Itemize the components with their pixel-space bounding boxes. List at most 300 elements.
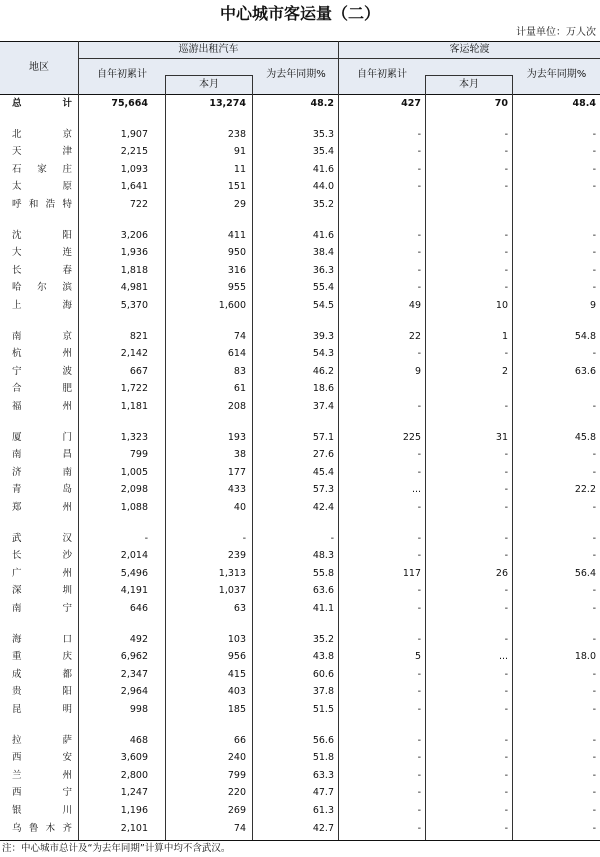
table-row	[0, 530, 600, 547]
table-cell: 35.4	[312, 146, 334, 158]
table-row	[0, 363, 600, 380]
table-cell: 799	[129, 449, 148, 461]
table-cell: 955	[227, 282, 246, 294]
table-cell: 63	[233, 603, 246, 614]
table-cell: 43.8	[312, 651, 334, 663]
table-cell: -	[417, 181, 421, 193]
table-cell: 22	[408, 330, 421, 342]
table-cell: 74	[233, 822, 246, 834]
table-cell: 36.3	[312, 264, 334, 276]
table-cell: 1,196	[120, 805, 148, 816]
table-cell: 956	[227, 651, 246, 663]
table-row	[0, 143, 600, 160]
header-ferry-yoy: 为去年同期%	[526, 69, 587, 80]
table-cell: 70	[494, 98, 508, 109]
table-cell: 41.6	[312, 229, 334, 241]
table-cell: -	[417, 532, 421, 544]
table-cell: 998	[129, 704, 148, 715]
table-cell: -	[504, 787, 508, 799]
table-cell: -	[592, 686, 596, 698]
city-name: 大 连	[12, 247, 72, 259]
table-cell: 42.7	[312, 822, 334, 834]
table-cell: 1,181	[120, 401, 148, 412]
table-cell: 48.2	[310, 98, 334, 109]
table-row	[0, 464, 600, 481]
table-cell: -	[504, 668, 508, 680]
table-cell: 60.6	[312, 668, 334, 680]
table-cell: 151	[227, 181, 246, 193]
table-cell: 5,370	[120, 300, 148, 311]
table-cell: 47.7	[312, 787, 334, 799]
table-row	[0, 701, 600, 718]
city-name: 合 肥	[12, 383, 72, 395]
table-cell: 5,496	[120, 567, 148, 579]
table-cell: 91	[233, 146, 246, 158]
table-cell: 799	[227, 769, 246, 781]
table-cell: 1,936	[120, 247, 148, 259]
table-cell: -	[417, 822, 421, 834]
table-cell: 57.3	[312, 484, 334, 496]
table-cell: 220	[227, 787, 246, 799]
table-cell: 63.3	[312, 769, 334, 781]
city-name: 长 春	[12, 264, 72, 276]
table-cell: 3,206	[120, 229, 148, 241]
table-cell: -	[592, 348, 596, 360]
table-cell: 51.5	[312, 704, 334, 715]
table-cell: -	[592, 128, 596, 140]
table-cell: -	[592, 163, 596, 175]
table-cell: 37.8	[312, 686, 334, 698]
table-cell: -	[417, 550, 421, 562]
table-cell: 54.5	[312, 300, 334, 311]
city-name: 兰 州	[12, 769, 72, 781]
table-cell: -	[330, 532, 334, 544]
table-cell: -	[504, 163, 508, 175]
table-cell: 35.3	[312, 128, 334, 140]
table-cell: 2,215	[120, 146, 148, 158]
table-cell: -	[417, 348, 421, 360]
page-title: 中心城市客运量（二）	[219, 4, 380, 23]
table-cell: 29	[233, 199, 246, 210]
table-cell: -	[592, 247, 596, 259]
table-cell: -	[504, 752, 508, 764]
table-cell: -	[144, 532, 148, 544]
table-cell: -	[592, 466, 596, 478]
table-row	[0, 178, 600, 195]
city-name: 北 京	[12, 128, 72, 140]
city-name: 拉 萨	[12, 734, 72, 746]
table-cell: -	[417, 449, 421, 461]
table-cell: 1,722	[120, 383, 148, 395]
table-cell: -	[417, 633, 421, 645]
table-cell: 427	[401, 98, 421, 109]
table-cell: 468	[129, 734, 148, 746]
city-name: 总 计	[12, 98, 72, 109]
city-name: 银 川	[12, 805, 72, 816]
table-cell: 667	[129, 365, 148, 377]
table-row	[0, 227, 600, 244]
table-cell: -	[504, 128, 508, 140]
table-cell: -	[417, 603, 421, 614]
city-name: 济 南	[12, 466, 72, 478]
table-cell	[438, 380, 508, 397]
table-cell: -	[592, 805, 596, 816]
table-row	[0, 582, 600, 599]
table-row	[0, 767, 600, 784]
table-cell: 239	[227, 550, 246, 562]
table-cell: 27.6	[312, 449, 334, 461]
table-cell: -	[417, 229, 421, 241]
table-cell: -	[592, 146, 596, 158]
table-cell: ...	[498, 651, 508, 663]
table-cell: 5	[414, 651, 421, 663]
header-region: 地区	[29, 62, 49, 73]
table-cell: -	[592, 401, 596, 412]
table-cell: 117	[402, 567, 421, 579]
table-cell: 1,323	[120, 431, 148, 443]
table-row	[0, 196, 600, 213]
header-group-ferry: 客运轮渡	[449, 44, 490, 55]
table-cell: -	[504, 348, 508, 360]
city-name: 广 州	[12, 567, 72, 579]
table-cell: 1,313	[218, 567, 246, 579]
table-cell: -	[417, 704, 421, 715]
table-cell	[526, 380, 596, 397]
table-cell: 55.4	[312, 282, 334, 294]
table-cell: -	[504, 585, 508, 597]
table-cell: -	[417, 146, 421, 158]
table-cell: 61.3	[312, 805, 334, 816]
table-row	[0, 631, 600, 648]
table-row	[0, 380, 600, 397]
table-cell: -	[504, 264, 508, 276]
table-cell: 42.4	[312, 502, 334, 513]
table-row	[0, 547, 600, 564]
table-cell: 10	[495, 300, 508, 311]
table-row	[0, 784, 600, 801]
city-name: 西 宁	[12, 787, 72, 799]
table-cell: 2,800	[120, 769, 148, 781]
table-cell: -	[417, 769, 421, 781]
table-cell: 1,641	[120, 181, 148, 193]
table-cell: 433	[227, 484, 246, 496]
table-row	[0, 244, 600, 261]
table-cell: -	[504, 247, 508, 259]
table-row	[0, 328, 600, 345]
city-name: 石家庄	[12, 163, 72, 175]
city-name: 西 安	[12, 752, 72, 764]
table-cell: -	[504, 633, 508, 645]
city-name: 南 昌	[12, 449, 72, 461]
table-cell: -	[504, 502, 508, 513]
table-cell: -	[417, 247, 421, 259]
table-cell: 37.4	[312, 401, 334, 412]
header-group-taxi: 巡游出租汽车	[178, 44, 239, 55]
table-row	[0, 279, 600, 296]
table-cell: -	[592, 603, 596, 614]
table-cell	[351, 380, 421, 397]
table-cell: 2,964	[120, 686, 148, 698]
table-row	[0, 297, 600, 314]
table-cell: 9	[414, 365, 421, 377]
city-name: 厦 门	[12, 431, 72, 443]
table-row	[0, 732, 600, 749]
city-name: 宁 波	[12, 365, 72, 377]
table-cell: 46.2	[312, 365, 334, 377]
table-bottom-border	[0, 840, 600, 841]
table-cell: -	[504, 532, 508, 544]
table-cell: -	[504, 449, 508, 461]
table-cell: -	[504, 229, 508, 241]
table-cell: -	[417, 668, 421, 680]
table-cell: -	[242, 532, 246, 544]
table-cell: 38.4	[312, 247, 334, 259]
table-cell: -	[592, 585, 596, 597]
table-cell: -	[417, 466, 421, 478]
table-cell: 18.0	[574, 651, 596, 663]
table-cell: 31	[495, 431, 508, 443]
table-cell: -	[504, 822, 508, 834]
table-cell: -	[417, 163, 421, 175]
header-ferry-ytd: 自年初累计	[357, 69, 407, 80]
table-cell: 74	[233, 330, 246, 342]
city-name: 乌鲁木齐	[12, 822, 72, 834]
table-cell	[351, 196, 421, 213]
table-row	[0, 565, 600, 582]
table-cell: -	[592, 668, 596, 680]
table-cell: -	[592, 181, 596, 193]
city-name: 沈 阳	[12, 229, 72, 241]
table-cell: 45.4	[312, 466, 334, 478]
city-name: 杭 州	[12, 348, 72, 360]
table-cell: 55.8	[312, 567, 334, 579]
table-cell: 2	[501, 365, 508, 377]
table-cell: -	[592, 229, 596, 241]
table-cell: 35.2	[312, 199, 334, 210]
table-row	[0, 262, 600, 279]
table-cell: -	[417, 264, 421, 276]
table-cell: -	[417, 734, 421, 746]
table-cell: ...	[411, 484, 421, 496]
table-cell: 40	[233, 502, 246, 513]
footnote: 注：中心城市总计及“为去年同期”计算中均不含武汉。	[2, 843, 231, 854]
table-row	[0, 345, 600, 362]
table-cell: 103	[227, 633, 246, 645]
table-cell: -	[417, 282, 421, 294]
table-cell: 1,907	[120, 128, 148, 140]
table-cell: 821	[129, 330, 148, 342]
table-cell: 238	[227, 128, 246, 140]
table-cell: 403	[227, 686, 246, 698]
city-name: 青 岛	[12, 484, 72, 496]
table-cell: -	[592, 752, 596, 764]
table-cell: 185	[227, 704, 246, 715]
table-cell: -	[417, 752, 421, 764]
table-cell: 208	[227, 401, 246, 412]
table-row	[0, 648, 600, 665]
table-cell: 950	[227, 247, 246, 259]
city-name: 海 口	[12, 633, 72, 645]
table-cell: 54.3	[312, 348, 334, 360]
table-cell: 1	[501, 330, 508, 342]
table-cell: -	[504, 769, 508, 781]
table-cell: 83	[233, 365, 246, 377]
city-name: 哈尔滨	[12, 282, 72, 294]
table-cell: 22.2	[574, 484, 596, 496]
table-cell: 66	[233, 734, 246, 746]
table-cell: 193	[227, 431, 246, 443]
table-cell: -	[504, 734, 508, 746]
table-row	[0, 683, 600, 700]
table-cell: 2,014	[120, 550, 148, 562]
table-cell: 49	[408, 300, 421, 311]
table-cell: 41.6	[312, 163, 334, 175]
header-taxi-month: 本月	[199, 79, 219, 90]
table-cell: 1,005	[120, 466, 148, 478]
table-cell: -	[504, 550, 508, 562]
table-cell: -	[592, 704, 596, 715]
table-cell: -	[417, 128, 421, 140]
table-cell: 415	[227, 668, 246, 680]
table-cell: 13,274	[209, 98, 246, 109]
city-name: 长 沙	[12, 550, 72, 562]
table-row	[0, 126, 600, 143]
city-name: 深 圳	[12, 585, 72, 597]
table-cell: -	[592, 282, 596, 294]
total-row	[0, 95, 600, 112]
table-cell: 63.6	[574, 365, 596, 377]
table-cell: -	[417, 686, 421, 698]
table-cell: 41.1	[312, 603, 334, 614]
city-name: 天 津	[12, 146, 72, 158]
table-cell: 4,191	[120, 585, 148, 597]
table-cell: -	[592, 449, 596, 461]
table-cell: 51.8	[312, 752, 334, 764]
table-cell: -	[592, 633, 596, 645]
table-row	[0, 429, 600, 446]
table-cell: 45.8	[574, 431, 596, 443]
city-name: 重 庆	[12, 651, 72, 663]
table-cell: -	[504, 805, 508, 816]
table-row	[0, 600, 600, 617]
table-cell: 177	[227, 466, 246, 478]
table-cell: 240	[227, 752, 246, 764]
table-cell: 2,098	[120, 484, 148, 496]
table-cell: 492	[129, 633, 148, 645]
table-cell: -	[504, 146, 508, 158]
table-cell: -	[592, 822, 596, 834]
table-cell: 2,142	[120, 348, 148, 360]
table-cell: 3,609	[120, 752, 148, 764]
table-cell: 411	[227, 229, 246, 241]
table-cell: 48.4	[572, 98, 596, 109]
table-cell: 1,088	[120, 502, 148, 513]
table-cell: 1,818	[120, 264, 148, 276]
table-cell: 54.8	[574, 330, 596, 342]
city-name: 郑 州	[12, 502, 72, 513]
table-cell: 269	[227, 805, 246, 816]
table-cell: -	[504, 603, 508, 614]
city-name: 南 京	[12, 330, 72, 342]
table-cell: -	[592, 769, 596, 781]
table-row	[0, 499, 600, 516]
table-cell: 1,037	[218, 585, 246, 597]
table-cell: 646	[129, 603, 148, 614]
table-cell: -	[417, 502, 421, 513]
table-cell: 39.3	[312, 330, 334, 342]
table-cell	[438, 196, 508, 213]
city-name: 南 宁	[12, 603, 72, 614]
table-cell: 316	[227, 264, 246, 276]
table-cell: -	[592, 787, 596, 799]
table-row	[0, 666, 600, 683]
table-cell: 18.6	[312, 383, 334, 395]
table-row	[0, 161, 600, 178]
table-cell: -	[417, 787, 421, 799]
table-cell: -	[417, 401, 421, 412]
city-name: 武 汉	[12, 532, 72, 544]
table-cell: 57.1	[312, 431, 334, 443]
table-cell: -	[504, 282, 508, 294]
table-cell: 6,962	[120, 651, 148, 663]
table-row	[0, 481, 600, 498]
table-cell: 225	[402, 431, 421, 443]
table-cell: 9	[589, 300, 596, 311]
table-cell: 2,101	[120, 822, 148, 834]
table-cell: -	[504, 401, 508, 412]
table-cell: 2,347	[120, 668, 148, 680]
city-name: 贵 阳	[12, 686, 72, 698]
table-cell: 4,981	[120, 282, 148, 294]
table-cell	[526, 196, 596, 213]
header-taxi-ytd: 自年初累计	[97, 69, 147, 80]
table-row	[0, 749, 600, 766]
table-cell: 56.6	[312, 734, 334, 746]
table-cell: 614	[227, 348, 246, 360]
table-cell: -	[504, 686, 508, 698]
city-name: 呼和浩特	[12, 199, 72, 210]
table-cell: 1,600	[218, 300, 246, 311]
table-cell: 1,247	[120, 787, 148, 799]
table-cell: -	[592, 264, 596, 276]
table-cell: 38	[233, 449, 246, 461]
table-row	[0, 446, 600, 463]
table-cell: 75,664	[111, 98, 148, 109]
table-cell: 1,093	[120, 163, 148, 175]
table-cell: -	[504, 704, 508, 715]
city-name: 昆 明	[12, 704, 72, 715]
header-taxi-yoy: 为去年同期%	[266, 69, 326, 80]
table-cell: -	[592, 550, 596, 562]
city-name: 福 州	[12, 401, 72, 412]
table-row	[0, 398, 600, 415]
table-cell: -	[504, 484, 508, 496]
city-name: 太 原	[12, 181, 72, 193]
table-cell: -	[592, 502, 596, 513]
unit-label: 计量单位：万人次	[516, 27, 596, 38]
table-cell: 26	[495, 567, 508, 579]
header-ferry-month: 本月	[459, 79, 479, 90]
table-cell: 63.6	[312, 585, 334, 597]
table-cell: -	[592, 734, 596, 746]
table-cell: -	[504, 181, 508, 193]
table-cell: -	[592, 532, 596, 544]
table-cell: 722	[129, 199, 148, 210]
table-cell: 61	[233, 383, 246, 395]
city-name: 上 海	[12, 300, 72, 311]
table-row	[0, 820, 600, 837]
table-cell: -	[504, 466, 508, 478]
